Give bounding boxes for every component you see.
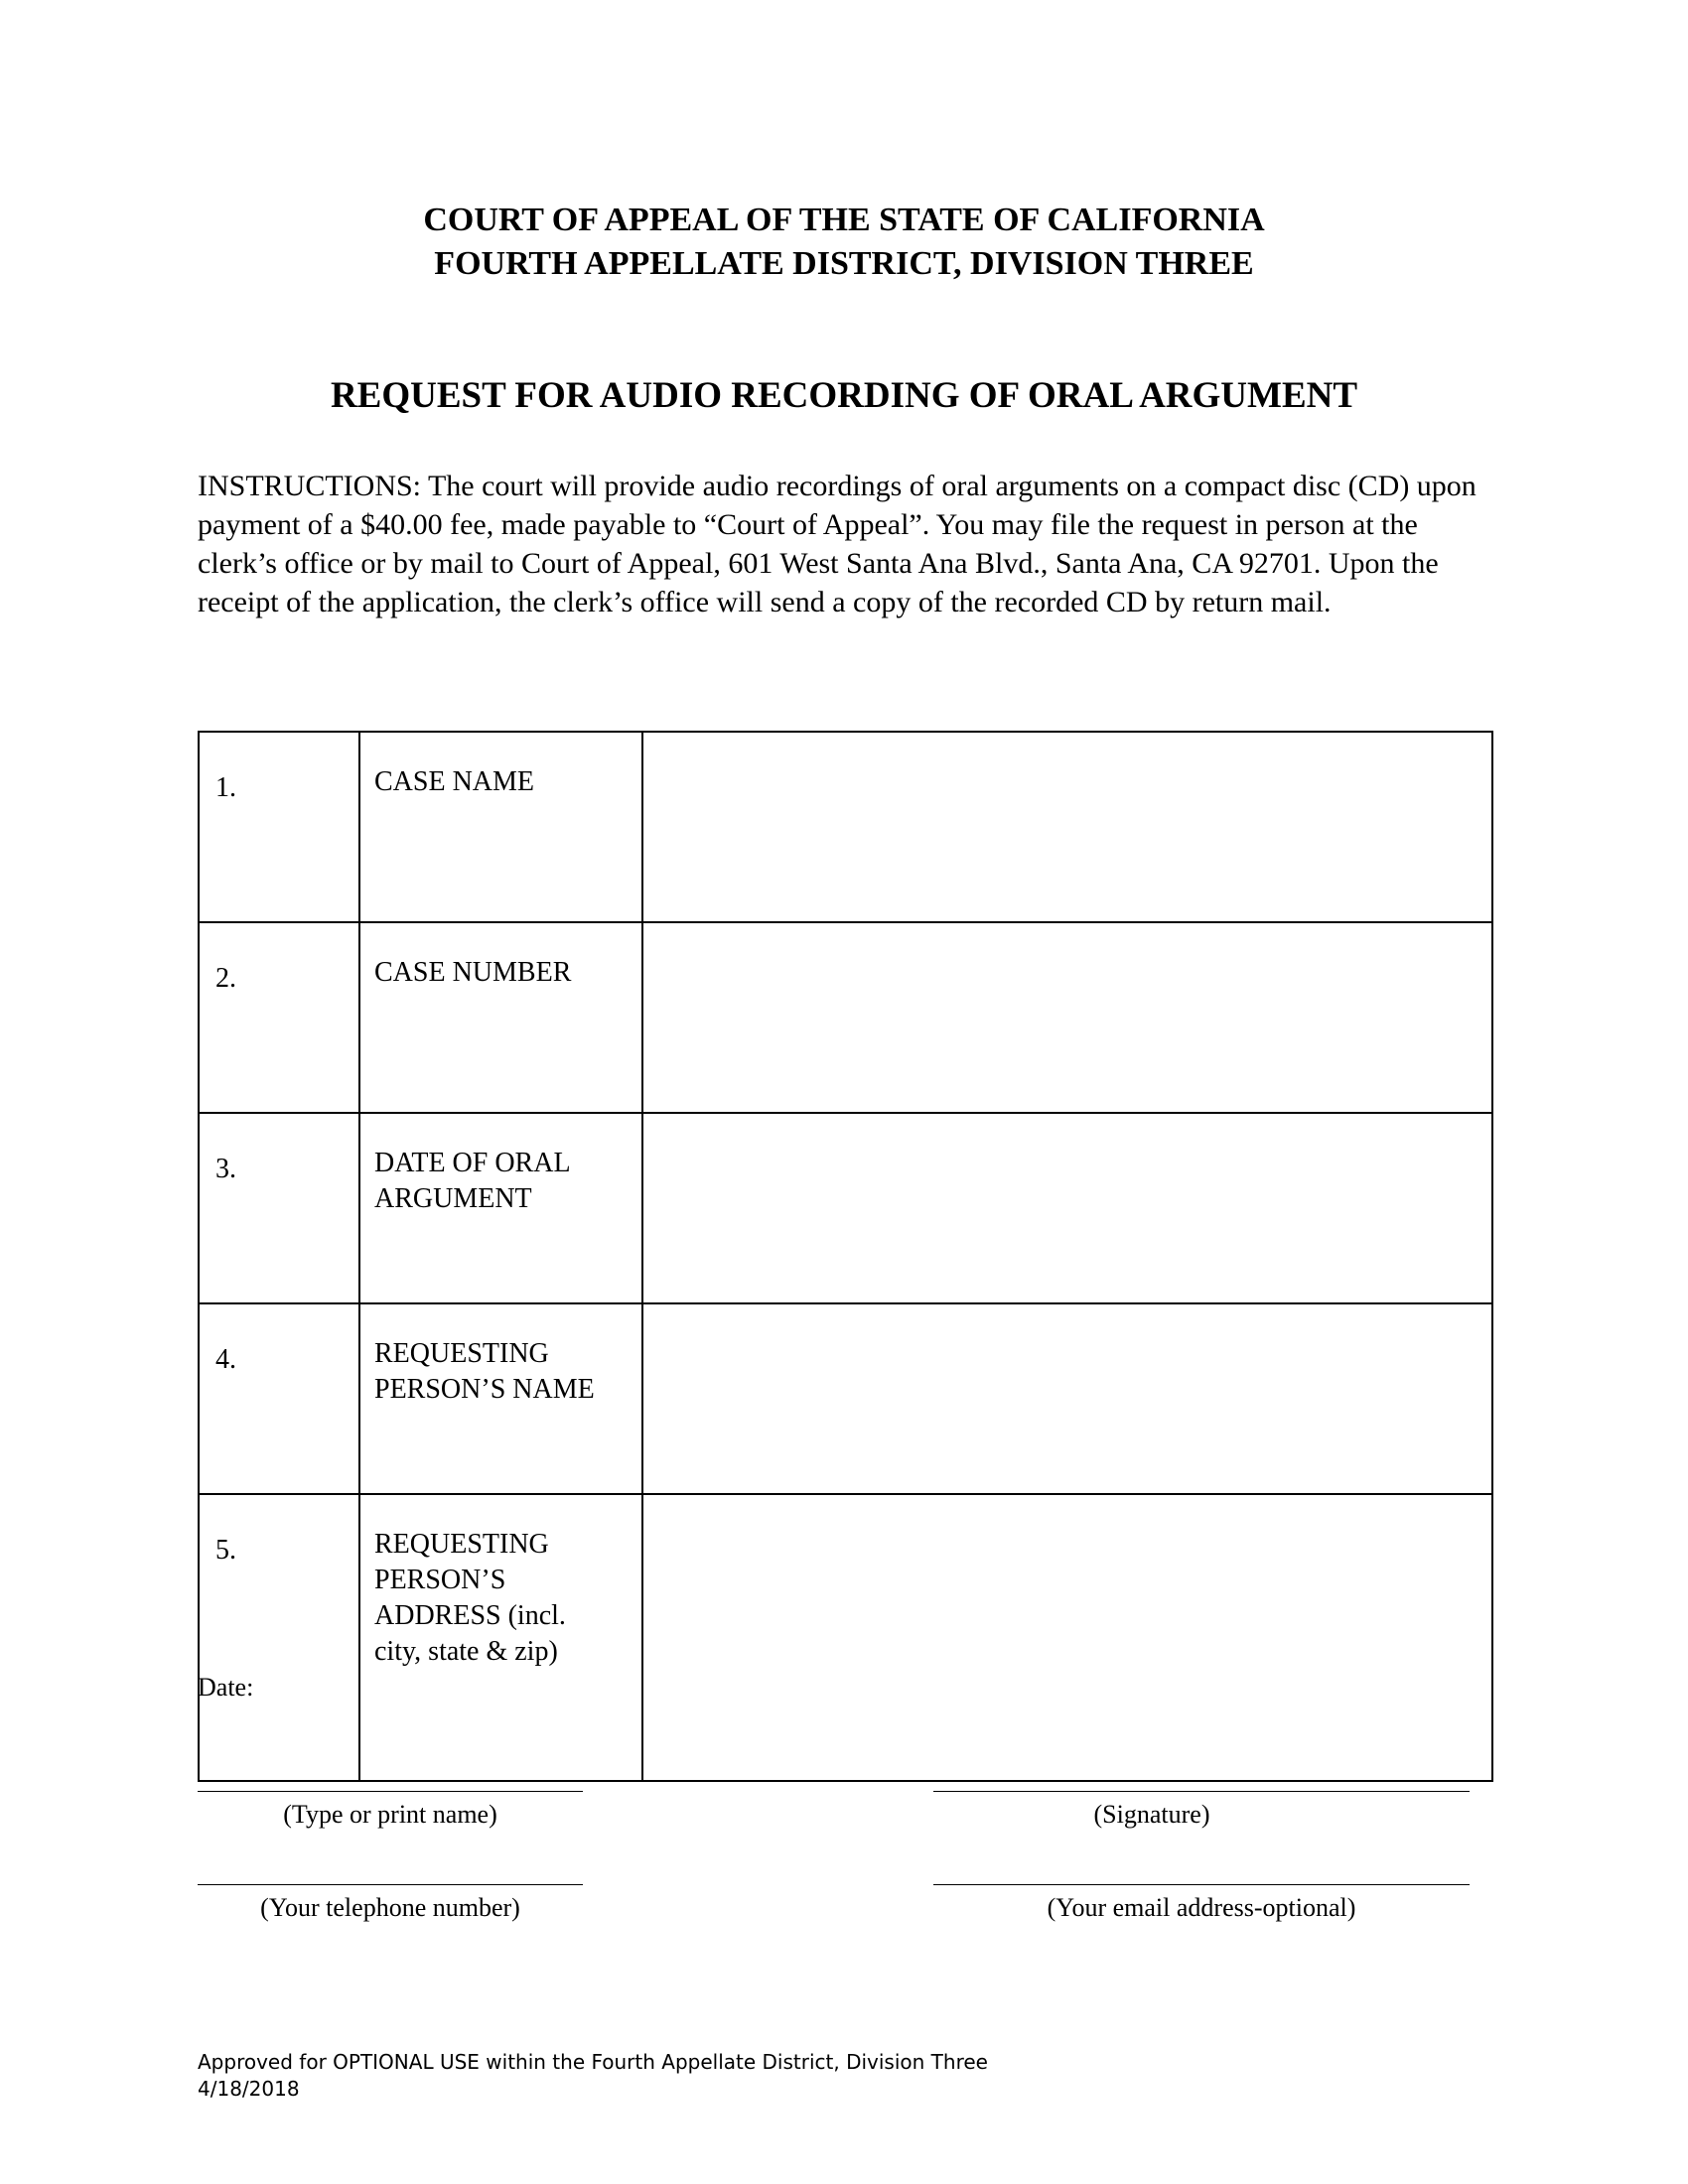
row-label-line: PERSON’S xyxy=(374,1565,506,1595)
instructions-paragraph: INSTRUCTIONS: The court will provide audio recordings of oral arguments on a compact disc (CD) upon payment of a $40.00 fee, made payable to “Court of Appeal”. You may file the request in person at the clerk’s office or by mail to Court of Appeal, 601 West Santa Ana Blvd., Santa Ana, CA 92701. Upon the receipt of the application, the clerk’s office will send a copy of the recorded CD by return mail. xyxy=(198,470,1477,618)
row-label-line: CASE NAME xyxy=(374,766,535,797)
row-number: 3. xyxy=(199,1113,359,1303)
date-of-oral-argument-field[interactable] xyxy=(642,1113,1492,1303)
table-row-case-number xyxy=(199,922,1492,1113)
footer-approval-line: Approved for OPTIONAL USE within the Fourth Appellate District, Division Three xyxy=(198,2050,988,2074)
table-row-case-name xyxy=(199,732,1492,922)
signature-caption: (Signature) xyxy=(1093,1800,1210,1829)
row-label-line: DATE OF ORAL xyxy=(374,1148,571,1178)
row-label xyxy=(359,1494,642,1781)
telephone-line[interactable] xyxy=(198,1884,583,1885)
request-form-table xyxy=(198,731,1493,1782)
print-name-line[interactable] xyxy=(198,1791,583,1792)
row-label-line: REQUESTING xyxy=(374,1529,549,1560)
telephone-caption: (Your telephone number) xyxy=(260,1893,520,1922)
table-row-requesting-person-name xyxy=(199,1303,1492,1494)
date-label: Date: xyxy=(198,1673,254,1702)
row-label-line: REQUESTING xyxy=(374,1338,549,1369)
case-number-field[interactable] xyxy=(642,922,1492,1113)
row-label-line: ARGUMENT xyxy=(374,1183,532,1214)
court-name-line-2: FOURTH APPELLATE DISTRICT, DIVISION THREE xyxy=(434,245,1254,282)
row-label xyxy=(359,1303,642,1494)
row-label-line: ADDRESS (incl. xyxy=(374,1600,566,1631)
table-row-requesting-person-address xyxy=(199,1494,1492,1781)
row-label-line: PERSON’S NAME xyxy=(374,1374,595,1405)
footer-note xyxy=(198,2049,988,2103)
requesting-person-name-field[interactable] xyxy=(642,1303,1492,1494)
row-number: 2. xyxy=(199,922,359,1113)
row-label xyxy=(359,1113,642,1303)
row-number: 4. xyxy=(199,1303,359,1494)
row-number: 5. xyxy=(199,1494,359,1781)
row-label xyxy=(359,732,642,922)
row-label xyxy=(359,922,642,1113)
row-label-line: CASE NUMBER xyxy=(374,957,572,988)
email-caption: (Your email address-optional) xyxy=(1047,1893,1356,1922)
case-name-field[interactable] xyxy=(642,732,1492,922)
row-label-line: city, state & zip) xyxy=(374,1636,558,1667)
requesting-person-address-field[interactable] xyxy=(642,1494,1492,1781)
court-name-line-1: COURT OF APPEAL OF THE STATE OF CALIFORNIA xyxy=(423,202,1265,238)
form-title: REQUEST FOR AUDIO RECORDING OF ORAL ARGUMENT xyxy=(330,375,1358,416)
footer-date: 4/18/2018 xyxy=(198,2077,300,2101)
row-number: 1. xyxy=(199,732,359,922)
signature-line[interactable] xyxy=(933,1791,1470,1792)
table-row-date-of-oral-argument xyxy=(199,1113,1492,1303)
print-name-caption: (Type or print name) xyxy=(283,1800,497,1829)
email-line[interactable] xyxy=(933,1884,1470,1885)
